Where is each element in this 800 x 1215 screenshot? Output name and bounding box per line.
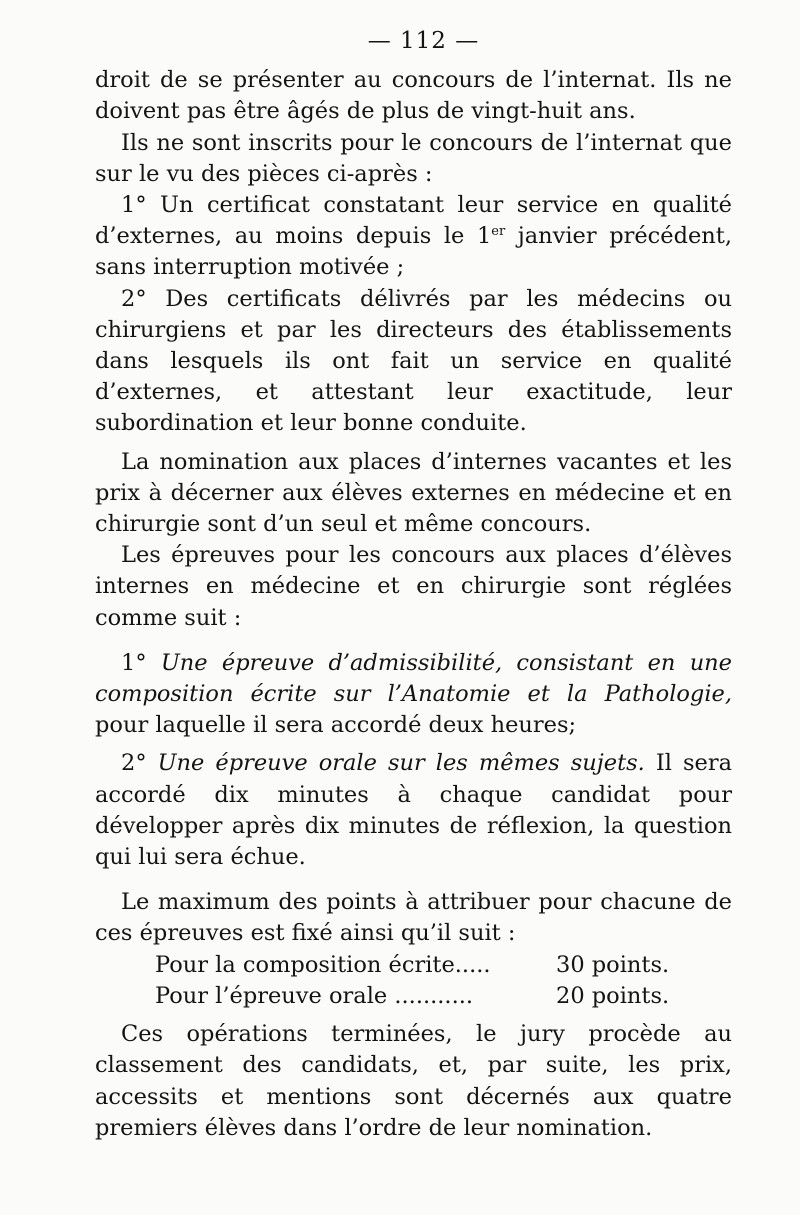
item-italic-text: Une épreuve orale sur les mêmes sujets. <box>157 750 645 777</box>
paragraph-continuation: droit de se présenter au concours de l’internat. Ils ne doivent pas être âgés de plus de vingt-huit ans. <box>95 67 732 125</box>
score-label: Pour la composition écrite..... <box>155 951 491 978</box>
item-number: 1° <box>121 649 161 676</box>
score-row <box>155 950 732 981</box>
score-label: Pour l’épreuve orale ........... <box>155 982 474 1009</box>
certificat-ordinal-suffix: er <box>491 224 506 240</box>
page-number: — 112 — <box>367 28 480 54</box>
paragraph-maximum-points: Le maximum des points à attribuer pour chacune de ces épreuves est fixé ainsi qu’il suit : <box>95 889 732 947</box>
paragraph-conclusion: Ces opérations terminées, le jury procède au classement des candidats, et, par suite, les prix, accessits et mentions sont décernés aux quatre premiers élèves dans l’ordre de leur nomination. <box>95 1021 732 1141</box>
list-item <box>95 648 732 742</box>
paragraph-certificats-medecins: 2° Des certificats délivrés par les médecins ou chirurgiens et par les directeurs des établissements dans lesquels ils ont fait un service en qualité d’externes, et attestant leur exactitude, leur subordination et leur bonne conduite. <box>95 285 732 437</box>
certificat-text-start: 1° Un certificat constatant leur service en qualité d’externes, au moins depuis le <box>95 192 732 250</box>
score-points: 30 points. <box>556 951 670 978</box>
item-text: Il sera accordé dix minutes à chaque candidat pour développer après dix minutes de réflexion, la question qui lui sera échue. <box>95 750 732 871</box>
item-italic-text: Une épreuve d’admissibilité, consistant en une composition écrite sur l’Anatomie et la Pathologie, <box>95 649 732 708</box>
list-item <box>95 748 732 873</box>
item-text: pour laquelle il sera accordé deux heures; <box>95 712 577 739</box>
item-number: 2° <box>121 750 158 777</box>
score-row <box>155 981 732 1012</box>
certificat-text-end: janvier précédent, sans interruption motivée ; <box>95 223 732 281</box>
paragraph-nomination: La nomination aux places d’internes vacantes et les prix à décerner aux élèves externes en médecine et en chirurgie sont d’un seul et même concours. <box>95 448 732 538</box>
paragraph-certificat <box>95 190 732 284</box>
score-points: 20 points. <box>556 982 670 1009</box>
paragraph-epreuves: Les épreuves pour les concours aux places d’élèves internes en médecine et en chirurgie sont réglées comme suit : <box>95 542 732 631</box>
score-table <box>155 950 732 1012</box>
certificat-ordinal: 1 <box>476 223 492 250</box>
page-body <box>95 65 732 1144</box>
paragraph-inscription: Ils ne sont inscrits pour le concours de l’internat que sur le vu des pièces ci-après : <box>95 129 732 187</box>
